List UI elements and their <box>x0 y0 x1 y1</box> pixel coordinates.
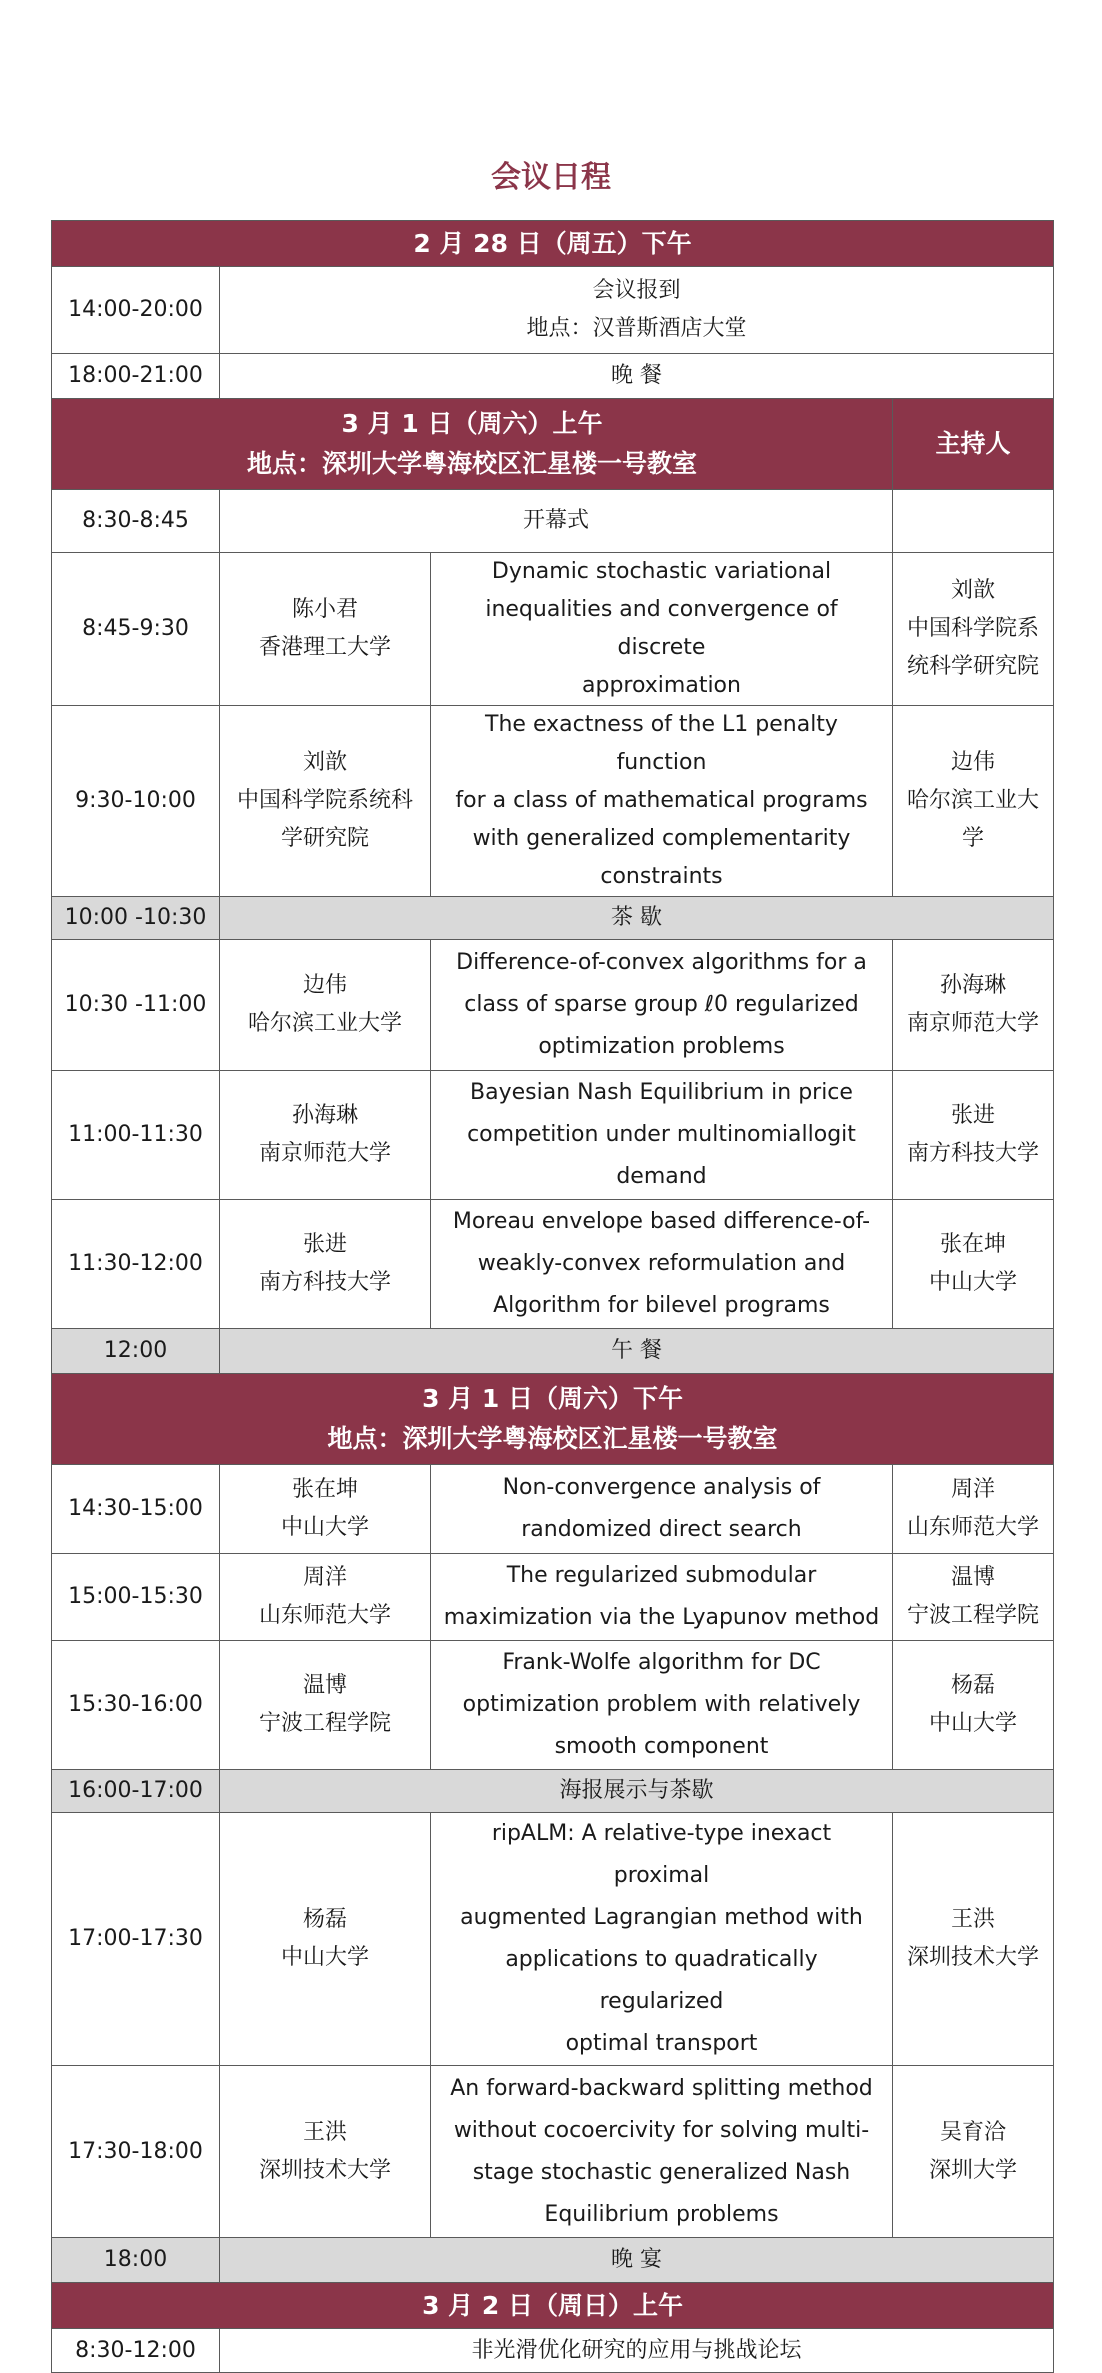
time-cell: 18:00-21:00 <box>52 354 220 399</box>
talk-title-line: randomized direct search <box>521 1517 802 1542</box>
event-cell <box>220 267 1054 354</box>
host-cell <box>893 1071 1054 1200</box>
table-row <box>52 1813 1054 2066</box>
talk-title-line: constraints <box>600 864 723 889</box>
talk-title-line: Non-convergence analysis of <box>502 1475 821 1500</box>
time-cell: 11:30-12:00 <box>52 1200 220 1329</box>
event-cell: 午 餐 <box>220 1329 1054 1374</box>
table-row <box>52 2329 1054 2373</box>
table-row <box>52 1200 1054 1329</box>
talk-title-line: Moreau envelope based difference-of- <box>452 1209 871 1234</box>
event-cell: 晚 餐 <box>220 354 1054 399</box>
speaker-name: 王洪 <box>302 2119 347 2145</box>
talk-title-line: applications to quadratically regularized <box>505 1947 818 2014</box>
talk-title-line: An forward-backward splitting method <box>450 2075 873 2101</box>
table-row <box>52 1071 1054 1200</box>
host-line: 中国科学院系 <box>907 616 1040 641</box>
speaker-name: 张进 <box>302 1232 347 1257</box>
day-header-cell <box>52 1374 1054 1465</box>
speaker-cell <box>220 1554 431 1641</box>
talk-title <box>431 706 893 897</box>
day-header-text: 2 月 28 日（周五）下午 <box>52 221 1054 267</box>
table-row <box>52 2066 1054 2238</box>
speaker-affiliation: 深圳技术大学 <box>258 2157 391 2183</box>
speaker-name: 温博 <box>302 1673 347 1698</box>
table-row <box>52 490 1054 553</box>
host-line: 吴育洽 <box>940 2119 1007 2145</box>
host-line: 王洪 <box>951 1907 996 1932</box>
talk-title-line: Bayesian Nash Equilibrium in price <box>470 1080 853 1105</box>
table-row <box>52 1465 1054 1554</box>
speaker-name: 刘歆 <box>302 750 347 775</box>
talk-title-line: for a class of mathematical programs <box>455 788 868 813</box>
talk-title-line: optimal transport <box>565 2031 758 2056</box>
talk-title-line: maximization via the Lyapunov method <box>443 1605 880 1630</box>
speaker-cell <box>220 1813 431 2066</box>
speaker-cell <box>220 1200 431 1329</box>
schedule-table <box>51 220 1054 2373</box>
speaker-name: 陈小君 <box>291 597 358 622</box>
host-cell <box>893 1641 1054 1770</box>
talk-title <box>431 1071 893 1200</box>
talk-title-line: The exactness of the L1 penalty function <box>485 712 838 775</box>
host-line: 温博 <box>951 1565 996 1590</box>
time-cell: 15:00-15:30 <box>52 1554 220 1641</box>
time-cell: 16:00-17:00 <box>52 1770 220 1813</box>
talk-title-line: Algorithm for bilevel programs <box>493 1293 830 1318</box>
speaker-affiliation: 宁波工程学院 <box>258 1711 391 1736</box>
location-text: 地点：深圳大学粤海校区汇星楼一号教室 <box>327 1424 778 1453</box>
time-cell: 8:45-9:30 <box>52 553 220 706</box>
talk-title-line: augmented Lagrangian method with <box>460 1905 863 1930</box>
day-header-mar2 <box>52 2283 1054 2329</box>
host-cell <box>893 2066 1054 2238</box>
host-header: 主持人 <box>893 399 1054 490</box>
time-cell: 17:00-17:30 <box>52 1813 220 2066</box>
location-text: 地点：深圳大学粤海校区汇星楼一号教室 <box>246 449 697 478</box>
table-row <box>52 267 1054 354</box>
event-cell: 非光滑优化研究的应用与挑战论坛 <box>220 2329 1054 2373</box>
host-line: 山东师范大学 <box>907 1515 1040 1540</box>
speaker-name: 周洋 <box>302 1565 347 1590</box>
host-line: 深圳技术大学 <box>907 1945 1040 1970</box>
time-cell: 18:00 <box>52 2238 220 2283</box>
host-line: 学 <box>962 826 985 851</box>
time-cell: 11:00-11:30 <box>52 1071 220 1200</box>
speaker-affiliation: 学研究院 <box>280 826 369 851</box>
table-row <box>52 1770 1054 1813</box>
table-row <box>52 553 1054 706</box>
talk-title-line: The regularized submodular <box>506 1563 817 1588</box>
speaker-cell <box>220 1465 431 1554</box>
day-header-feb28 <box>52 221 1054 267</box>
host-line: 中山大学 <box>929 1711 1018 1736</box>
time-cell: 8:30-12:00 <box>52 2329 220 2373</box>
table-row <box>52 897 1054 940</box>
page-title: 会议日程 <box>491 160 611 195</box>
host-cell <box>893 1813 1054 2066</box>
talk-title <box>431 1641 893 1770</box>
time-cell: 17:30-18:00 <box>52 2066 220 2238</box>
event-cell: 开幕式 <box>220 490 893 553</box>
table-row <box>52 1554 1054 1641</box>
day-header-mar1-pm <box>52 1374 1054 1465</box>
host-line: 统科学研究院 <box>907 654 1040 679</box>
talk-title-line: Equilibrium problems <box>544 2201 779 2227</box>
table-row <box>52 1329 1054 1374</box>
talk-title-line: optimization problem with relatively <box>462 1692 861 1717</box>
day-header-mar1-am <box>52 399 1054 490</box>
speaker-affiliation: 中山大学 <box>280 1945 369 1970</box>
host-line: 哈尔滨工业大 <box>907 788 1040 813</box>
time-cell: 10:30 -11:00 <box>52 940 220 1071</box>
talk-title-line: weakly-convex reformulation and <box>477 1251 846 1276</box>
host-line: 中山大学 <box>929 1270 1018 1295</box>
day-header-text: 3 月 1 日（周六）上午 <box>341 409 603 438</box>
speaker-affiliation: 香港理工大学 <box>258 635 391 660</box>
day-header-cell <box>52 399 893 490</box>
event-cell: 茶 歇 <box>220 897 1054 940</box>
host-line: 南京师范大学 <box>907 1011 1040 1036</box>
host-line: 宁波工程学院 <box>907 1603 1040 1628</box>
speaker-name: 边伟 <box>302 973 347 998</box>
table-row <box>52 940 1054 1071</box>
time-cell: 8:30-8:45 <box>52 490 220 553</box>
speaker-affiliation: 中国科学院系统科 <box>236 788 413 813</box>
host-cell <box>893 553 1054 706</box>
speaker-cell <box>220 706 431 897</box>
talk-title-line: class of sparse group ℓ0 regularized <box>464 992 859 1017</box>
speaker-affiliation: 哈尔滨工业大学 <box>247 1011 402 1036</box>
host-line: 杨磊 <box>951 1673 996 1698</box>
speaker-cell <box>220 940 431 1071</box>
host-cell <box>893 1554 1054 1641</box>
talk-title <box>431 940 893 1071</box>
speaker-cell <box>220 1641 431 1770</box>
talk-title-line: inequalities and convergence of discrete <box>485 597 838 660</box>
day-header-text: 3 月 2 日（周日）上午 <box>52 2283 1054 2329</box>
talk-title-line: stage stochastic generalized Nash <box>472 2159 851 2185</box>
speaker-name: 孙海琳 <box>291 1103 358 1128</box>
host-cell <box>893 706 1054 897</box>
host-line: 深圳大学 <box>929 2157 1018 2183</box>
talk-title-line: optimization problems <box>538 1034 785 1059</box>
speaker-affiliation: 南京师范大学 <box>258 1141 391 1166</box>
table-row <box>52 2238 1054 2283</box>
host-line: 孙海琳 <box>940 973 1007 998</box>
table-row <box>52 706 1054 897</box>
talk-title-line: approximation <box>582 673 741 698</box>
event-cell: 海报展示与茶歇 <box>220 1770 1054 1813</box>
host-line: 周洋 <box>951 1477 996 1502</box>
talk-title <box>431 1813 893 2066</box>
talk-title <box>431 2066 893 2238</box>
day-header-text: 3 月 1 日（周六）下午 <box>422 1384 683 1413</box>
speaker-name: 张在坤 <box>291 1477 358 1502</box>
location-text: 地点：汉普斯酒店大堂 <box>526 316 747 341</box>
time-cell: 14:30-15:00 <box>52 1465 220 1554</box>
talk-title <box>431 553 893 706</box>
talk-title-line: Dynamic stochastic variational <box>491 559 832 584</box>
speaker-cell <box>220 1071 431 1200</box>
time-cell: 10:00 -10:30 <box>52 897 220 940</box>
host-line: 边伟 <box>951 750 996 775</box>
talk-title-line: Frank-Wolfe algorithm for DC <box>502 1650 821 1675</box>
speaker-name: 杨磊 <box>302 1907 347 1932</box>
time-cell: 15:30-16:00 <box>52 1641 220 1770</box>
event-text: 会议报到 <box>592 278 681 303</box>
time-cell: 14:00-20:00 <box>52 267 220 354</box>
event-cell: 晚 宴 <box>220 2238 1054 2283</box>
talk-title <box>431 1554 893 1641</box>
talk-title-line: ripALM: A relative-type inexact proximal <box>491 1821 832 1888</box>
host-cell <box>893 940 1054 1071</box>
speaker-affiliation: 中山大学 <box>280 1515 369 1540</box>
host-line: 南方科技大学 <box>907 1141 1040 1166</box>
table-row <box>52 354 1054 399</box>
time-cell: 9:30-10:00 <box>52 706 220 897</box>
speaker-affiliation: 南方科技大学 <box>258 1270 391 1295</box>
host-line: 张在坤 <box>940 1232 1007 1257</box>
host-cell <box>893 490 1054 553</box>
speaker-cell <box>220 553 431 706</box>
host-cell <box>893 1465 1054 1554</box>
talk-title <box>431 1200 893 1329</box>
talk-title-line: competition under multinomiallogit <box>467 1122 856 1147</box>
talk-title-line: with generalized complementarity <box>472 826 851 851</box>
speaker-affiliation: 山东师范大学 <box>258 1603 391 1628</box>
talk-title-line: without cocoercivity for solving multi- <box>453 2117 870 2143</box>
talk-title <box>431 1465 893 1554</box>
speaker-cell <box>220 2066 431 2238</box>
talk-title-line: smooth component <box>554 1734 769 1759</box>
host-line: 张进 <box>951 1103 996 1128</box>
time-cell: 12:00 <box>52 1329 220 1374</box>
host-cell <box>893 1200 1054 1329</box>
talk-title-line: Difference-of-convex algorithms for a <box>456 950 867 975</box>
host-line: 刘歆 <box>951 578 996 603</box>
table-row <box>52 1641 1054 1770</box>
talk-title-line: demand <box>616 1164 707 1189</box>
